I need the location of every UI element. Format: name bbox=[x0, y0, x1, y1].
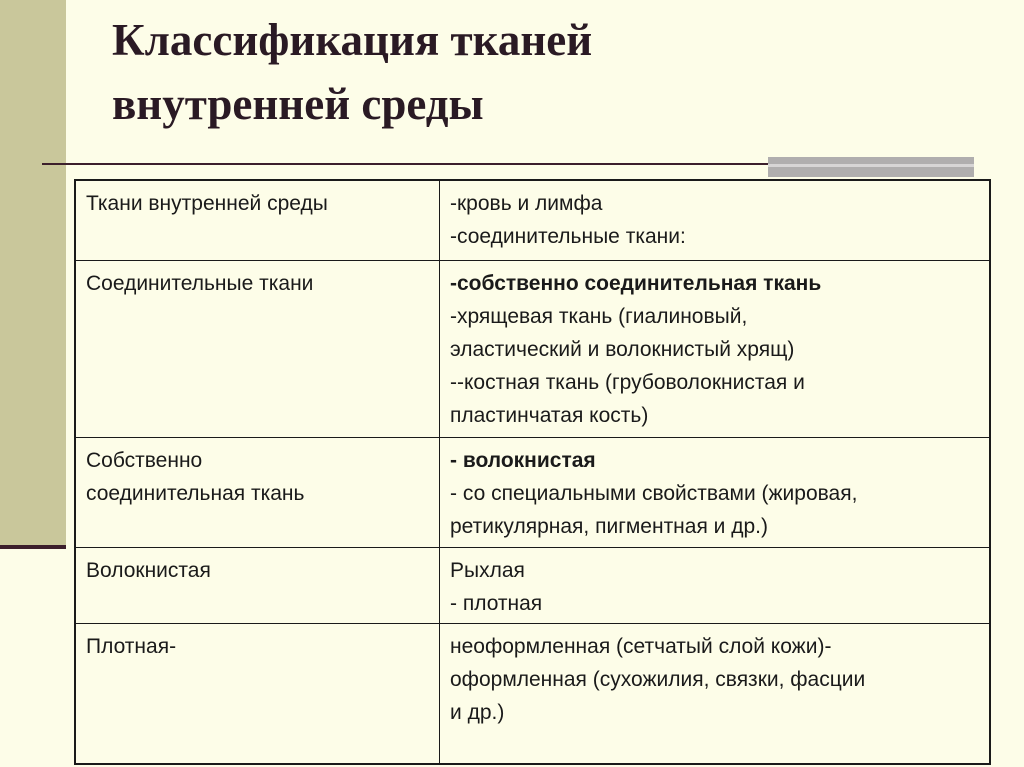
label-line: соединительная ткань bbox=[86, 481, 305, 505]
table-row bbox=[75, 623, 990, 764]
content-line: - волокнистая bbox=[450, 448, 596, 472]
content-line: неоформленная (сетчатый слой кожи)- bbox=[450, 634, 832, 658]
row-label bbox=[75, 437, 440, 547]
title-line-2: внутренней среды bbox=[112, 79, 484, 129]
content-line: эластический и волокнистый хрящ) bbox=[450, 337, 795, 361]
content-line: -кровь и лимфа bbox=[450, 192, 603, 215]
row-content bbox=[440, 623, 991, 764]
row-content bbox=[440, 547, 991, 623]
content-line: - со специальными свойствами (жировая, bbox=[450, 481, 858, 505]
table-row bbox=[75, 180, 990, 260]
row-label: Волокнистая bbox=[75, 547, 440, 623]
row-label: Соединительные ткани bbox=[75, 260, 440, 437]
label-line: Собственно bbox=[86, 448, 203, 472]
table-row bbox=[75, 437, 990, 547]
content-line: ретикулярная, пигментная и др.) bbox=[450, 514, 768, 538]
content-line: -соединительные ткани: bbox=[450, 225, 686, 248]
left-accent-line bbox=[0, 545, 66, 549]
slide-title bbox=[112, 8, 592, 136]
row-label: Ткани внутренней среды bbox=[75, 180, 440, 260]
content-line: пластинчатая кость) bbox=[450, 403, 649, 427]
left-accent-bar bbox=[0, 0, 66, 548]
content-line: оформленная (сухожилия, связки, фасции bbox=[450, 667, 866, 691]
content-line: Рыхлая bbox=[450, 558, 525, 582]
title-divider-accent bbox=[768, 157, 974, 177]
table-row bbox=[75, 260, 990, 437]
row-label: Плотная- bbox=[75, 623, 440, 764]
content-line: --костная ткань (грубоволокнистая и bbox=[450, 370, 805, 394]
row-content bbox=[440, 180, 991, 260]
content-line: - плотная bbox=[450, 591, 543, 615]
content-line: -хрящевая ткань (гиалиновый, bbox=[450, 304, 748, 328]
content-line: -собственно соединительная ткань bbox=[450, 271, 822, 295]
classification-table bbox=[74, 179, 991, 765]
row-content bbox=[440, 437, 991, 547]
title-line-1: Классификация тканей bbox=[112, 15, 593, 65]
table-row bbox=[75, 547, 990, 623]
row-content bbox=[440, 260, 991, 437]
content-line: и др.) bbox=[450, 700, 505, 724]
